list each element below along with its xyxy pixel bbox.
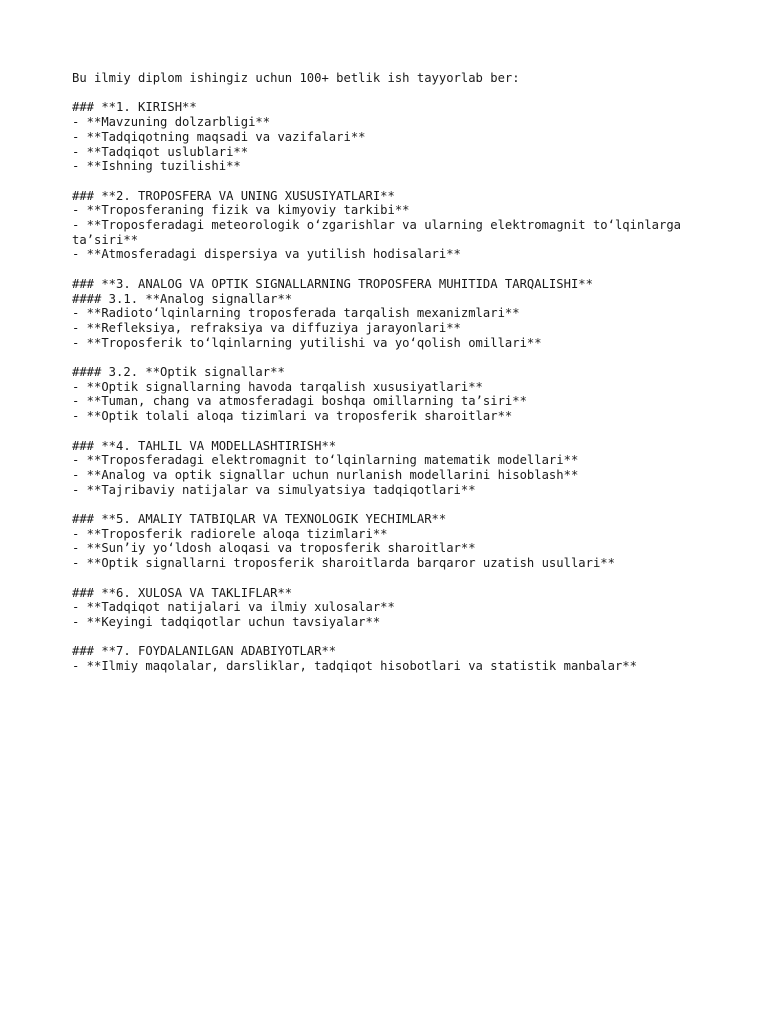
section-heading: ### **7. FOYDALANILGAN ADABIYOTLAR** [72,644,337,659]
spacer [72,86,752,101]
list-item: - **Optik signallarni troposferik sharoitlarda barqaror uzatish usullari** [72,556,615,571]
section-heading: ### **5. AMALIY TATBIQLAR VA TEXNOLOGIK YECHIMLAR** [72,512,447,526]
subsection-heading: #### 3.1. **Analog signallar** [72,291,293,306]
spacer [72,630,752,645]
list-item: - **Troposferadagi meteorologik o‘zgarishlar va ularning elektromagnit to‘lqinlarga [72,218,682,232]
list-item: - **Sun’iy yo‘ldosh aloqasi va troposferik sharoitlar** [72,541,476,556]
section-heading: ### **1. KIRISH** [72,100,197,115]
intro-text: Bu ilmiy diplom ishingiz uchun 100+ betlik ish tayyorlab ber: [72,71,520,85]
list-item: - **Tuman, chang va atmosferadagi boshqa omillarning ta’siri** [72,394,527,409]
section-heading: ### **6. XULOSA VA TAKLIFLAR** [72,585,293,600]
spacer [72,424,752,439]
spacer [72,350,752,365]
list-item: - **Troposferik to‘lqinlarning yutilishi va yo‘qolish omillari** [72,335,542,350]
section-kirish [72,100,752,174]
section-analog-optik [72,277,752,351]
list-item: - **Troposferadagi elektromagnit to‘lqinlarning matematik modellari** [72,453,579,468]
section-tahlil [72,439,752,498]
list-item-continuation: ta’siri** [72,232,139,247]
section-troposfera [72,189,752,263]
section-heading: ### **2. TROPOSFERA VA UNING XUSUSIYATLARI** [72,188,395,203]
list-item: - **Tadqiqot uslublari** [72,144,249,159]
list-item: - **Mavzuning dolzarbligi** [72,115,271,130]
list-item: - **Atmosferadagi dispersiya va yutilish hodisalari** [72,247,461,262]
list-item: - **Keyingi tadqiqotlar uchun tavsiyalar** [72,614,381,629]
subsection-heading: #### 3.2. **Optik signallar** [72,365,285,379]
list-item: - **Troposferaning fizik va kimyoviy tarkibi** [72,203,410,218]
spacer [72,571,752,586]
list-item: - **Tadqiqot natijalari va ilmiy xulosalar** [72,600,395,615]
list-item: - **Analog va optik signallar uchun nurlanish modellarini hisoblash** [72,467,579,482]
list-item: - **Troposferik radiorele aloqa tizimlari** [72,526,388,541]
document-page [72,71,752,674]
list-item: - **Refleksiya, refraksiya va diffuziya jarayonlari** [72,320,461,335]
list-item: - **Ilmiy maqolalar, darsliklar, tadqiqot hisobotlari va statistik manbalar** [72,659,637,673]
list-item: - **Ishning tuzilishi** [72,159,241,174]
list-item: - **Optik tolali aloqa tizimlari va troposferik sharoitlar** [72,409,513,424]
section-amaliy [72,512,752,571]
list-item: - **Radioto‘lqinlarning troposferada tarqalish mexanizmlari** [72,306,520,321]
section-heading: ### **3. ANALOG VA OPTIK SIGNALLARNING TROPOSFERA MUHITIDA TARQALISHI** [72,276,593,291]
spacer [72,497,752,512]
section-heading: ### **4. TAHLIL VA MODELLASHTIRISH** [72,438,337,453]
section-optik-signallar [72,365,752,424]
spacer [72,262,752,277]
section-xulosa [72,586,752,630]
list-item: - **Optik signallarning havoda tarqalish xususiyatlari** [72,379,483,394]
section-adabiyotlar [72,644,752,673]
list-item: - **Tajribaviy natijalar va simulyatsiya tadqiqotlari** [72,482,476,497]
spacer [72,174,752,189]
list-item: - **Tadqiqotning maqsadi va vazifalari** [72,129,366,144]
